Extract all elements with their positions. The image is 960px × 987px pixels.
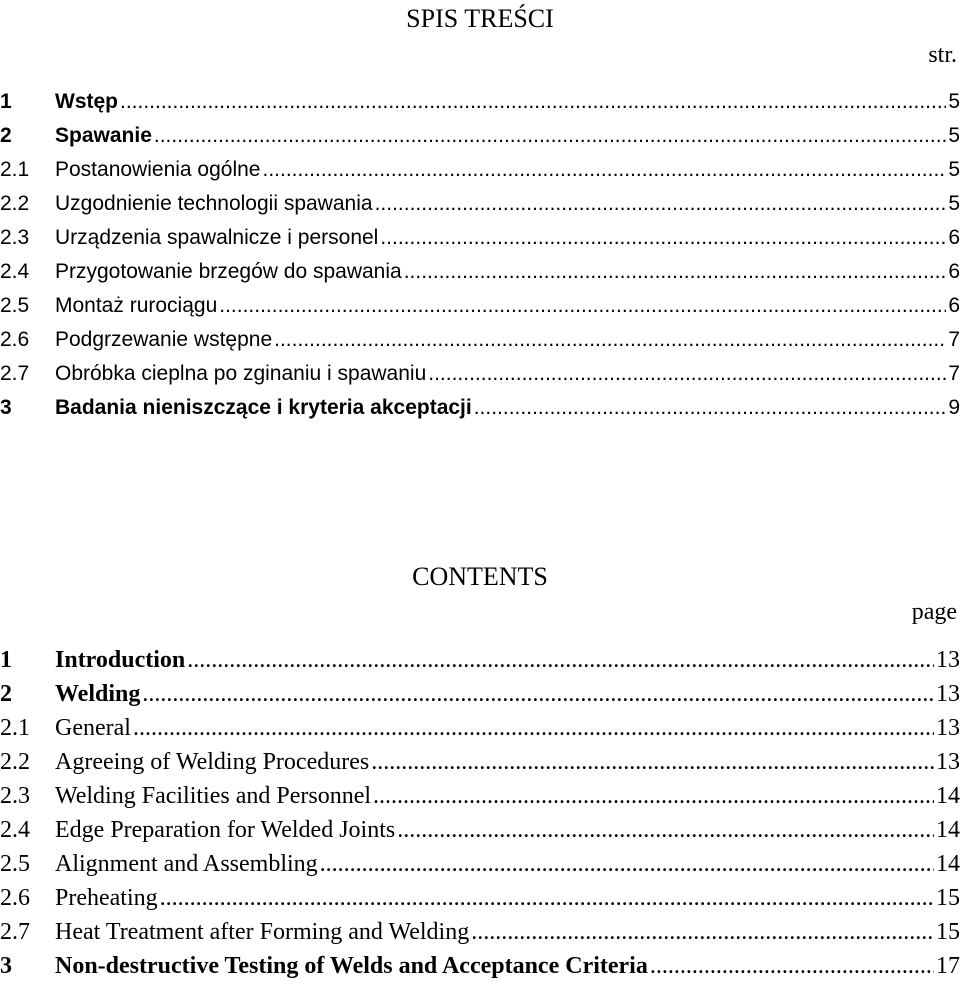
toc-entry[interactable] <box>0 953 960 987</box>
toc-entry-title: Welding <box>55 681 141 707</box>
toc-entry-number: 2.1 <box>0 158 30 181</box>
toc-entry-page: 7 <box>948 362 960 385</box>
toc-entry-page: 6 <box>948 260 960 283</box>
toc-entry-number: 1 <box>0 90 12 113</box>
toc-entry[interactable] <box>0 260 960 294</box>
dot-leader <box>133 715 934 742</box>
dot-leader <box>650 953 934 980</box>
toc-entry-page: 14 <box>936 783 960 809</box>
toc-entry-title: General <box>55 715 131 741</box>
toc-entry[interactable] <box>0 192 960 226</box>
toc-entry-page: 6 <box>948 226 960 249</box>
english-page-column-label: page <box>911 599 957 625</box>
toc-entry-number: 2 <box>0 124 12 147</box>
toc-entry-page: 5 <box>948 124 960 147</box>
toc-entry-number: 2.4 <box>0 817 30 843</box>
toc-entry-number: 3 <box>0 953 12 979</box>
toc-entry-number: 2.2 <box>0 749 30 775</box>
dot-leader <box>380 226 946 250</box>
dot-leader <box>154 124 946 148</box>
dot-leader <box>219 294 946 318</box>
toc-entry-number: 2.6 <box>0 328 30 351</box>
toc-entry[interactable] <box>0 396 960 430</box>
toc-entry[interactable] <box>0 158 960 192</box>
dot-leader <box>274 328 946 352</box>
dot-leader <box>471 919 934 946</box>
toc-entry-title: Montaż rurociągu <box>55 294 218 317</box>
toc-entry-page: 15 <box>936 885 960 911</box>
dot-leader <box>142 681 934 708</box>
toc-entry[interactable] <box>0 647 960 681</box>
toc-entry-title: Non-destructive Testing of Welds and Acceptance Criteria <box>55 953 648 979</box>
dot-leader <box>397 817 934 844</box>
toc-entry-page: 5 <box>948 192 960 215</box>
toc-entry-title: Spawanie <box>55 124 152 147</box>
toc-entry-title: Obróbka cieplna po zginaniu i spawaniu <box>55 362 427 385</box>
toc-entry-number: 2.3 <box>0 783 30 809</box>
toc-entry-page: 13 <box>936 715 960 741</box>
toc-entry-page: 13 <box>936 647 960 673</box>
toc-entry-number: 2 <box>0 681 12 707</box>
toc-entry-number: 2.7 <box>0 362 30 385</box>
toc-entry[interactable] <box>0 362 960 396</box>
toc-entry[interactable] <box>0 783 960 817</box>
dot-leader <box>160 885 934 912</box>
toc-entry-page: 17 <box>936 953 960 979</box>
toc-entry[interactable] <box>0 328 960 362</box>
toc-entry-title: Wstęp <box>55 90 118 113</box>
toc-entry[interactable] <box>0 851 960 885</box>
toc-entry-number: 2.5 <box>0 851 30 877</box>
toc-entry-page: 14 <box>936 851 960 877</box>
toc-entry-title: Podgrzewanie wstępne <box>55 328 273 351</box>
toc-entry[interactable] <box>0 919 960 953</box>
toc-entry-page: 15 <box>936 919 960 945</box>
dot-leader <box>428 362 946 386</box>
toc-entry-number: 2.7 <box>0 919 30 945</box>
toc-entry-page: 5 <box>948 90 960 113</box>
dot-leader <box>320 851 934 878</box>
dot-leader <box>474 396 947 420</box>
toc-entry-title: Postanowienia ogólne <box>55 158 261 181</box>
toc-entry-number: 2.1 <box>0 715 30 741</box>
polish-page-column-label: str. <box>928 42 957 68</box>
toc-entry-number: 2.3 <box>0 226 30 249</box>
toc-entry-page: 6 <box>948 294 960 317</box>
toc-entry-title: Introduction <box>55 647 186 673</box>
toc-entry-title: Uzgodnienie technologii spawania <box>55 192 373 215</box>
dot-leader <box>404 260 947 284</box>
toc-entry-page: 13 <box>936 681 960 707</box>
dot-leader <box>373 783 934 810</box>
toc-entry-title: Heat Treatment after Forming and Welding <box>55 919 470 945</box>
toc-entry-page: 5 <box>948 158 960 181</box>
toc-entry-title: Alignment and Assembling <box>55 851 318 877</box>
toc-entry-title: Urządzenia spawalnicze i personel <box>55 226 379 249</box>
toc-entry-title: Preheating <box>55 885 158 911</box>
toc-entry-number: 2.5 <box>0 294 30 317</box>
toc-entry[interactable] <box>0 749 960 783</box>
toc-entry[interactable] <box>0 294 960 328</box>
dot-leader <box>371 749 934 776</box>
toc-entry-number: 2.6 <box>0 885 30 911</box>
toc-entry-number: 2.2 <box>0 192 30 215</box>
toc-entry-number: 1 <box>0 647 12 673</box>
toc-entry-title: Welding Facilities and Personnel <box>55 783 372 809</box>
toc-entry[interactable] <box>0 715 960 749</box>
dot-leader <box>120 90 946 114</box>
toc-entry-title: Agreeing of Welding Procedures <box>55 749 370 775</box>
toc-entry-page: 9 <box>948 396 960 419</box>
toc-entry[interactable] <box>0 90 960 124</box>
toc-entry-page: 13 <box>936 749 960 775</box>
toc-entry-page: 7 <box>948 328 960 351</box>
toc-entry[interactable] <box>0 124 960 158</box>
toc-entry[interactable] <box>0 226 960 260</box>
toc-entry[interactable] <box>0 817 960 851</box>
toc-entry[interactable] <box>0 681 960 715</box>
toc-entry-title: Edge Preparation for Welded Joints <box>55 817 396 843</box>
dot-leader <box>375 192 947 216</box>
toc-entry-number: 3 <box>0 396 12 419</box>
polish-toc-title: SPIS TREŚCI <box>406 4 554 33</box>
english-toc-title: CONTENTS <box>412 562 548 591</box>
toc-entry-title: Badania nieniszczące i kryteria akceptacji <box>55 396 472 419</box>
toc-entry-page: 14 <box>936 817 960 843</box>
toc-entry-number: 2.4 <box>0 260 30 283</box>
toc-entry[interactable] <box>0 885 960 919</box>
dot-leader <box>263 158 947 182</box>
dot-leader <box>187 647 934 674</box>
toc-entry-title: Przygotowanie brzegów do spawania <box>55 260 402 283</box>
